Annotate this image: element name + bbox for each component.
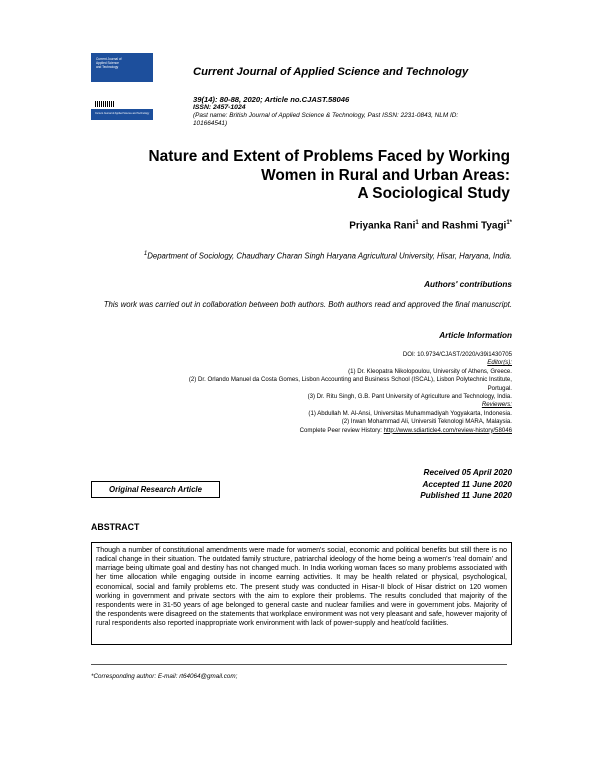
paper-title [90, 148, 510, 204]
review-history: Complete Peer review History: http://www.sdiarticle4.com/review-history/58046 [299, 426, 512, 434]
footnote-divider [91, 664, 507, 665]
title-line: Women in Rural and Urban Areas: [261, 166, 510, 184]
review-history-link[interactable]: http://www.sdiarticle4.com/review-history/58046 [383, 426, 512, 434]
affiliation: $^1$Department of Sociology, Chaudhary Charan Singh Haryana Agricultural University, Hisar, Haryana, India. [143, 251, 512, 261]
title-line: A Sociological Study [357, 185, 510, 202]
editor-entry: (3) Dr. Ritu Singh, G.B. Pant University of Agriculture and Technology, India. [307, 393, 512, 401]
title-line: Nature and Extent of Problems Faced by Working [148, 148, 510, 165]
corresponding-author-footnote: *Corresponding author: E-mail: rt64064@gmail.com; [91, 673, 238, 680]
abstract-heading: ABSTRACT [91, 522, 140, 532]
article-type-box: Original Research Article [91, 481, 220, 498]
author-name: Rashmi Tyagi [442, 220, 507, 232]
contributions-text: This work was carried out in collaboration between both authors. Both authors read and approved the final manuscript. [103, 300, 512, 309]
authors: Priyanka Rani$^1$ and Rashmi Tyagi$^{1*}$ [349, 220, 512, 232]
former-name: (Past name: British Journal of Applied Science & Technology, Past ISSN: 2231-0843, NLM ID: 101664541) [193, 112, 459, 128]
abstract-text: Though a number of constitutional amendments were made for women's social, economic and political benefits but still there is no radical change in their situation. The outdated family structure, patriarchal ideology of the home being a women's 'real domain' and marriage being ultimate goal and destiny has not changed much. In India working woman faces so many problems associated with her time allocation while engaging outside in income earning activities. It may be health related or physical, psychological, economical, social and family problems etc. The present study was conducted in Hisar-II block of Hisar district on 120 women working in government and private sectors with the aim to explore their problems. The results concluded that majority of the respondents were in 31-50 years of age belonged to general caste and nuclear families and were in government jobs. Majority of the respondents were disagreed on the statements that workplace environment was not very pleasant and safe, however majority of rural respondents also reported inappropriate work environment with lack of power-supply and heat/cold facilities. [91, 542, 512, 645]
accepted-date: Accepted 11 June 2020 [422, 479, 512, 489]
journal-name: Current Journal of Applied Science and Technology [193, 66, 469, 78]
editor-entry: Portugal. [487, 384, 512, 392]
barcode-image [95, 101, 115, 107]
journal-banner-thumbnail: Current Journal of Applied Science and Technology [91, 109, 153, 120]
cover-text: Current Journal of Applied Science and Technology [96, 57, 122, 69]
author-name: Priyanka Rani [349, 220, 416, 232]
editor-entry: (1) Dr. Kleopatra Nikolopoulou, University of Athens, Greece. [348, 367, 512, 375]
editor-entry: (2) Dr. Orlando Manuel da Costa Gomes, Lisbon Accounting and Business School (ISCAL), Lisbon Polytechnic Institute, [188, 376, 512, 384]
received-date: Received 05 April 2020 [423, 468, 512, 477]
issn: ISSN: 2457-1024 [193, 104, 246, 111]
journal-cover-thumbnail [91, 53, 153, 82]
contributions-heading: Authors' contributions [424, 280, 512, 289]
volume-info: 39(14): 80-88, 2020; Article no.CJAST.58046 [193, 95, 350, 104]
reviewer-entry: (2) Irwan Mohammad Ali, Universiti Teknologi MARA, Malaysia. [341, 418, 512, 426]
article-information-heading: Article Information [439, 331, 512, 340]
reviewer-entry: (1) Abdullah M. Al-Ansi, Universitas Muhammadiyah Yogyakarta, Indonesia. [308, 409, 512, 417]
publication-dates [420, 467, 512, 502]
doi: DOI: 10.9734/CJAST/2020/v39i1430705 [402, 351, 512, 358]
article-information [52, 351, 512, 435]
published-date: Published 11 June 2020 [420, 491, 512, 500]
reviewers-label: Reviewers: [481, 401, 512, 409]
editors-label: Editor(s): [487, 359, 512, 367]
